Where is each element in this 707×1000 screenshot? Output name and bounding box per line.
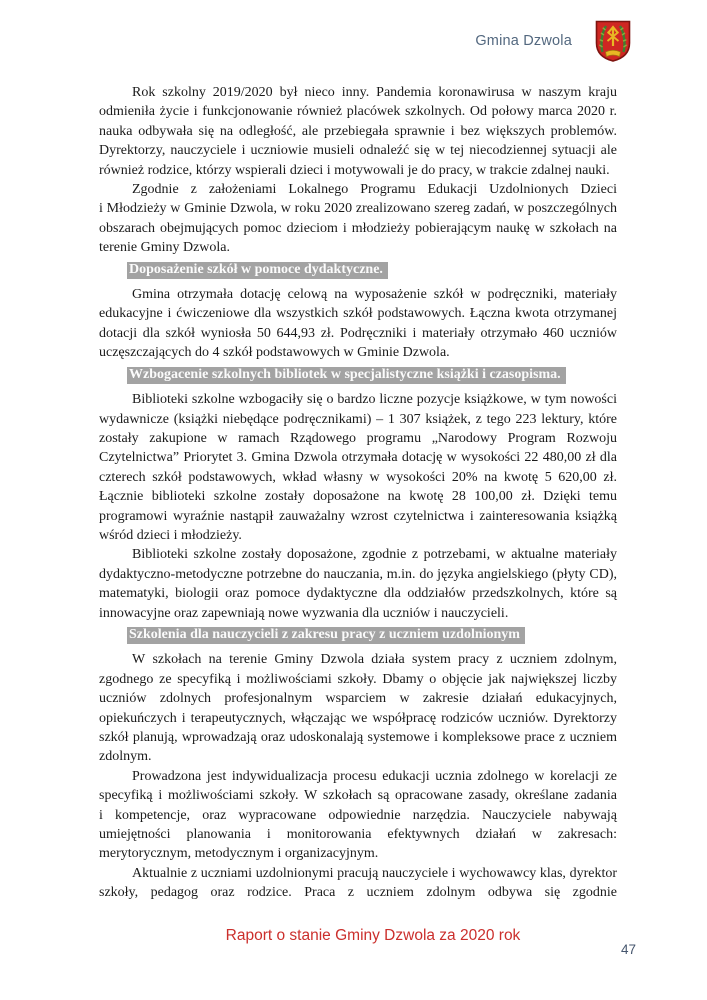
body-paragraph: Gmina otrzymała dotację celową na wyposażenie szkół w podręczniki, materiały edukacyjne i ćwiczeniowe dla wszystkich szkół podstawowych. Łączna kwota otrzymanej dotacji dla szkół wyniosła 50 644,93 zł. Podręczniki i materiały otrzymało 460 uczniów uczęszczających do 4 szkół podstawowych w Gminie Dzwola.	[99, 287, 617, 361]
body-paragraph: Rok szkolny 2019/2020 był nieco inny. Pandemia koronawirusa w naszym kraju odmieniła życie i funkcjonowanie również placówek szkolnych. Od połowy marca 2020 r. nauka odbywała się na odległość, ale przebiegała sprawnie i bez większych problemów. Dyrektorzy, nauczyciele i uczniowie musieli odnaleźć się w tej niecodziennej sytuacji ale również rodzice, którzy wspierali dzieci i motywowali je do pracy, w trakcie zdalnej nauki.	[99, 85, 617, 178]
section-heading	[99, 625, 617, 644]
body-paragraph: Aktualnie z uczniami uzdolnionymi pracują nauczyciele i wychowawcy klas, dyrektor szkoły, pedagog oraz rodzice. Praca z uczniem zdolnym odbywa się zgodnie	[99, 865, 617, 901]
section-heading	[99, 260, 617, 279]
municipality-name: Gmina Dzwola	[475, 33, 572, 49]
page-number: 47	[621, 942, 637, 957]
body-paragraph: W szkołach na terenie Gminy Dzwola działa system pracy z uczniem zdolnym, zgodnego ze specyfiką i możliwościami szkoły. Dbamy o objęcie jak największej liczby uczniów zdolnych profesjonalnym wsparciem w zakresie działań edukacyjnych, opiekuńczych i terapeutycznych, włączając we współpracę rodziców uczniów. Dyrektorzy szkół planują, wprowadzają oraz udoskonalają systemowe i kompleksowe prace z uczniem zdolnym.	[99, 652, 617, 765]
body-paragraph: Zgodnie z założeniami Lokalnego Programu Edukacji Uzdolnionych Dzieci i Młodzieży w Gminie Dzwola, w roku 2020 zrealizowano szereg zadań, w poszczególnych obszarach obejmujących pomoc dzieciom i młodzieży pobierającym naukę w szkołach na terenie Gminy Dzwola.	[99, 182, 617, 256]
body-paragraph: Biblioteki szkolne zostały doposażone, zgodnie z potrzebami, w aktualne materiały dydaktyczno-metodyczne potrzebne do nauczania, m.in. do języka angielskiego (płyty CD), matematyki, biologii oraz pomoce dydaktyczne dla oddziałów przedszkolnych, które są innowacyjne oraz zapewniają nowe wyzwania dla uczniów i nauczycieli.	[99, 547, 617, 621]
body-paragraph: Biblioteki szkolne wzbogaciły się o bardzo liczne pozycje książkowe, w tym nowości wydawnicze (książki niebędące podręcznikami) – 1 307 książek, z tego 223 lektury, które zostały zakupione w ramach Rządowego programu „Narodowy Program Rozwoju Czytelnictwa” Priorytet 3. Gmina Dzwola otrzymała dotację w wysokości 22 480,00 zł dla czterech szkół podstawowych, wkład własny w wysokości 20% na kwotę 5 620,00 zł. Łącznie biblioteki szkolne zostały doposażone na kwotę 28 100,00 zł. Dzięki temu programowi wyraźnie nastąpił zauważalny wzrost czytelnictwa i zainteresowania książką wśród dzieci i młodzieży.	[99, 392, 617, 543]
section-heading	[99, 365, 617, 384]
section-heading-text: Szkolenia dla nauczycieli z zakresu pracy z uczniem uzdolnionym	[127, 627, 525, 644]
document-body	[99, 83, 617, 903]
coat-of-arms-icon	[593, 19, 633, 63]
report-title: Raport o stanie Gminy Dzwola za 2020 rok	[225, 927, 521, 944]
page-header	[475, 18, 633, 64]
section-heading-text: Wzbogacenie szkolnych bibliotek w specjalistyczne książki i czasopisma.	[127, 367, 566, 384]
section-heading-text: Doposażenie szkół w pomoce dydaktyczne.	[127, 262, 388, 279]
body-paragraph: Prowadzona jest indywidualizacja procesu edukacji ucznia zdolnego w korelacji ze specyfiką i możliwościami szkoły. W szkołach są opracowane zasady, określane zadania i kompetencje, oraz wypracowane odpowiednie narzędzia. Nauczyciele nabywają umiejętności planowania i monitorowania efektywnych działań w zakresach: merytorycznym, metodycznym i organizacyjnym.	[99, 768, 617, 862]
